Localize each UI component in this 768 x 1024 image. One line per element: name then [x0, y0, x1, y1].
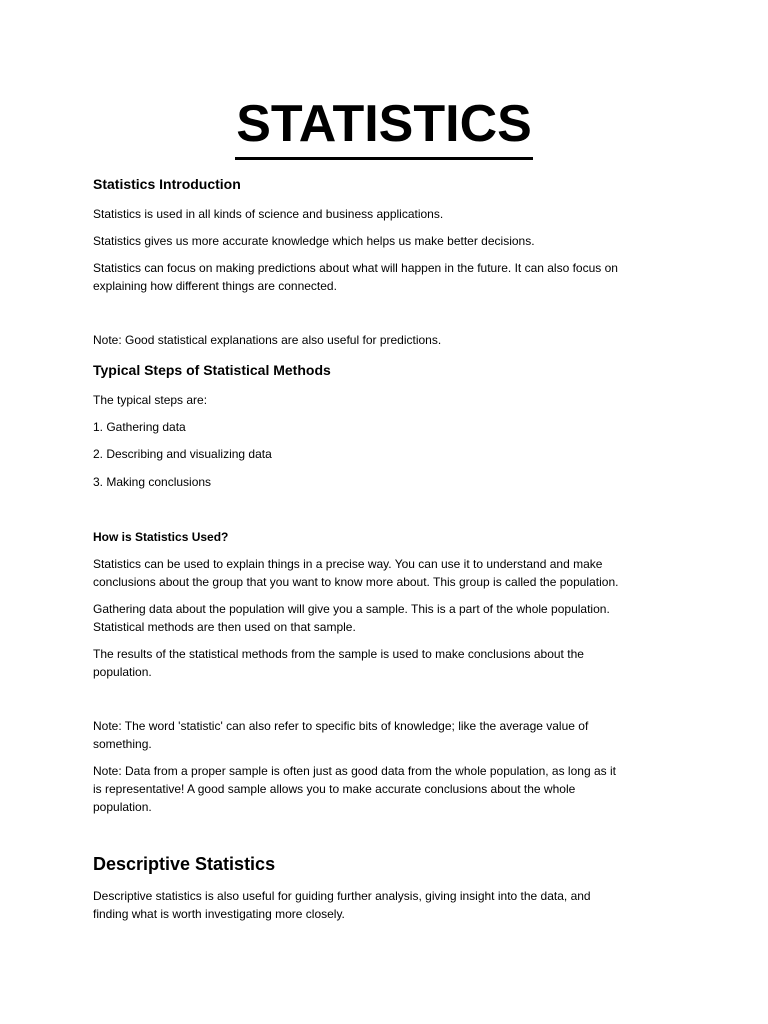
- list-item: 2. Describing and visualizing data: [93, 447, 272, 461]
- paragraph-line: explaining how different things are connected.: [93, 279, 337, 293]
- note-paragraph-line: is representative! A good sample allows you to make accurate conclusions about the whole: [93, 782, 576, 796]
- paragraph-line: Statistical methods are then used on that sample.: [93, 620, 356, 634]
- paragraph-line: Gathering data about the population will give you a sample. This is a part of the whole population.: [93, 602, 610, 616]
- note-paragraph-line: Note: The word 'statistic' can also refer to specific bits of knowledge; like the average value of: [93, 719, 589, 733]
- section-heading-descriptive: Descriptive Statistics: [93, 854, 276, 874]
- list-item: 1. Gathering data: [93, 420, 186, 434]
- section-heading-usage: How is Statistics Used?: [93, 530, 229, 544]
- paragraph-line: conclusions about the group that you want to know more about. This group is called the population.: [93, 575, 619, 589]
- paragraph-line: The results of the statistical methods from the sample is used to make conclusions about the: [93, 647, 584, 661]
- paragraph-line: Statistics can focus on making predictions about what will happen in the future. It can also focus on: [93, 261, 618, 275]
- paragraph-line: Statistics can be used to explain things in a precise way. You can use it to understand and make: [93, 557, 603, 571]
- document-title: STATISTICS: [0, 86, 768, 162]
- paragraph-line: finding what is worth investigating more closely.: [93, 907, 345, 921]
- paragraph: The typical steps are:: [93, 393, 208, 407]
- section-heading-intro: Statistics Introduction: [93, 176, 241, 192]
- note-paragraph-line: Note: Data from a proper sample is often just as good data from the whole population, as long as it: [93, 764, 616, 778]
- paragraph: Statistics is used in all kinds of science and business applications.: [93, 207, 444, 221]
- note-paragraph: Note: Good statistical explanations are also useful for predictions.: [93, 333, 442, 347]
- note-paragraph-line: something.: [93, 737, 152, 751]
- section-heading-steps: Typical Steps of Statistical Methods: [93, 362, 331, 378]
- note-paragraph-line: population.: [93, 800, 152, 814]
- paragraph-line: population.: [93, 665, 152, 679]
- list-item: 3. Making conclusions: [93, 475, 212, 489]
- paragraph-line: Descriptive statistics is also useful for guiding further analysis, giving insight into the data, and: [93, 889, 591, 903]
- paragraph: Statistics gives us more accurate knowledge which helps us make better decisions.: [93, 234, 535, 248]
